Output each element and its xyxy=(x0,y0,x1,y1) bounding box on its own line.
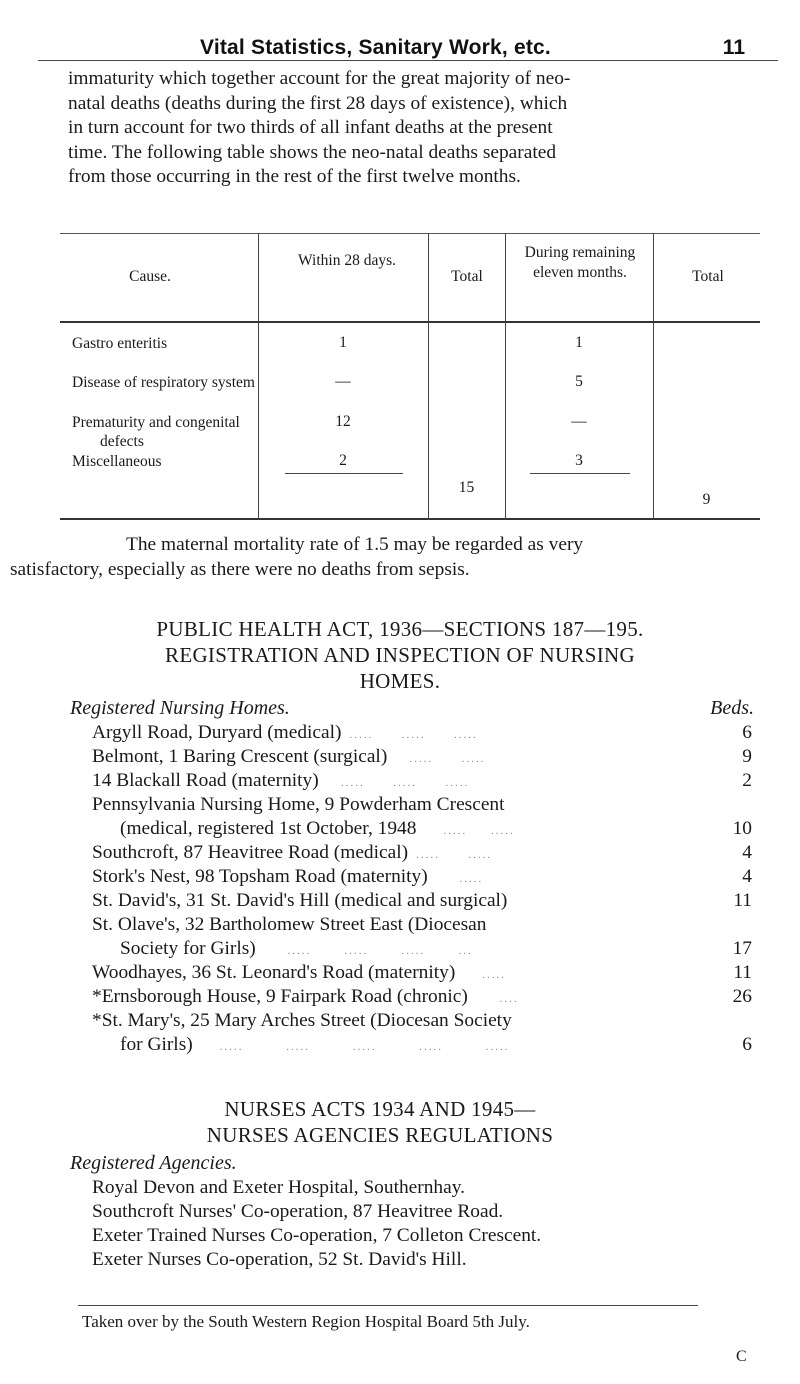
table-total-within: 15 xyxy=(458,479,475,496)
neonatal-deaths-table xyxy=(60,233,760,515)
maternal-paragraph xyxy=(10,533,763,582)
nursing-home-entry: Society for Girls) ..... ..... ..... ... 17 xyxy=(120,938,752,959)
registered-homes-subheading: Registered Nursing Homes. xyxy=(70,697,290,719)
sum-rule xyxy=(285,473,403,474)
footnote-rule xyxy=(78,1305,698,1306)
intro-line: natal deaths (deaths during the first 28 days of existence), which xyxy=(68,92,568,114)
agency-entry: Exeter Trained Nurses Co-operation, 7 Colleton Crescent. xyxy=(92,1225,542,1246)
table-bottom-rule xyxy=(60,518,760,520)
header-remaining-months: During remaining eleven months. xyxy=(524,244,636,281)
table-cell-remaining: 1 xyxy=(575,334,583,351)
table-header-rule xyxy=(60,321,760,323)
beds-count: 2 xyxy=(742,770,752,791)
table-cell-within: 2 xyxy=(339,452,347,469)
nursing-home-entry: St. David's, 31 St. David's Hill (medical and surgical) 11 xyxy=(92,890,752,911)
table-row-cause-cont: defects xyxy=(100,433,144,450)
table-row-cause: Gastro enteritis xyxy=(72,335,168,352)
section-heading: NURSES ACTS 1934 AND 1945— xyxy=(224,1097,536,1121)
nursing-home-entry: *St. Mary's, 25 Mary Arches Street (Diocesan Society xyxy=(92,1010,512,1031)
nursing-home-entry: Belmont, 1 Baring Crescent (surgical) ..... ..... 9 xyxy=(92,746,752,767)
table-cell-remaining: 3 xyxy=(575,452,583,469)
nursing-home-entry: Stork's Nest, 98 Topsham Road (maternity) ..... 4 xyxy=(92,866,752,887)
intro-line: in turn account for two thirds of all infant deaths at the present xyxy=(68,117,553,138)
intro-line: time. The following table shows the neo-natal deaths separated xyxy=(68,141,557,163)
signature-mark: C xyxy=(736,1348,747,1365)
table-top-rule xyxy=(60,233,760,234)
nursing-home-entry: St. Olave's, 32 Bartholomew Street East (Diocesan xyxy=(92,914,487,935)
section-heading: REGISTRATION AND INSPECTION OF NURSING xyxy=(165,643,635,667)
section-heading: HOMES. xyxy=(359,669,441,693)
nursing-home-entry: Woodhayes, 36 St. Leonard's Road (maternity) ..... 11 xyxy=(92,962,752,983)
table-cell-within: 12 xyxy=(335,413,351,430)
beds-count: 9 xyxy=(742,746,752,767)
nursing-home-entry: for Girls) ..... ..... ..... ..... ..... 6 xyxy=(120,1034,752,1055)
table-cell-remaining: — xyxy=(571,413,587,430)
header-cause: Cause. xyxy=(129,268,171,285)
beds-count: 6 xyxy=(742,1034,752,1055)
nursing-home-entry: (medical, registered 1st October, 1948 ..... ..... 10 xyxy=(120,818,752,839)
nursing-home-entry: *Ernsborough House, 9 Fairpark Road (chronic) .... 26 xyxy=(92,986,752,1007)
header-total-2: Total xyxy=(692,268,724,285)
beds-column-heading: Beds. xyxy=(710,697,754,719)
table-row-cause: Prematurity and congenital xyxy=(72,414,240,431)
table-cell-within: — xyxy=(335,373,351,390)
agency-entry: Royal Devon and Exeter Hospital, Southernhay. xyxy=(92,1177,466,1198)
table-total-remaining: 9 xyxy=(702,491,711,508)
beds-count: 17 xyxy=(732,938,752,959)
intro-line: from those occurring in the rest of the first twelve months. xyxy=(68,166,521,187)
table-divider xyxy=(653,233,654,520)
section-heading: PUBLIC HEALTH ACT, 1936—SECTIONS 187—195. xyxy=(156,617,644,641)
agency-entry: Southcroft Nurses' Co-operation, 87 Heavitree Road. xyxy=(92,1201,504,1222)
footnote: Taken over by the South Western Region Hospital Board 5th July. xyxy=(82,1312,530,1331)
header-total-1: Total xyxy=(451,268,483,285)
maternal-line: satisfactory, especially as there were no deaths from sepsis. xyxy=(10,558,470,580)
table-row-cause: Disease of respiratory system xyxy=(72,374,255,391)
nursing-home-entry: Southcroft, 87 Heavitree Road (medical) ..... ..... 4 xyxy=(92,842,752,863)
beds-count: 11 xyxy=(733,962,752,983)
intro-line: immaturity which together account for the great majority of neo- xyxy=(68,68,571,89)
section-heading: NURSES AGENCIES REGULATIONS xyxy=(206,1123,554,1147)
page-number: 11 xyxy=(722,36,745,59)
table-row-cause: Miscellaneous xyxy=(72,453,162,470)
running-header xyxy=(0,30,800,60)
registered-agencies-subheading: Registered Agencies. xyxy=(70,1152,237,1174)
beds-count: 4 xyxy=(742,866,752,887)
table-divider xyxy=(428,233,429,520)
nursing-home-entry: Pennsylvania Nursing Home, 9 Powderham Crescent xyxy=(92,794,505,815)
intro-paragraph xyxy=(68,67,768,190)
beds-count: 4 xyxy=(742,842,752,863)
sum-rule xyxy=(530,473,630,474)
beds-count: 11 xyxy=(733,890,752,911)
beds-count: 10 xyxy=(732,818,752,839)
table-cell-remaining: 5 xyxy=(575,373,583,390)
maternal-line: The maternal mortality rate of 1.5 may be regarded as very xyxy=(126,534,584,555)
header-within-28-days: Within 28 days. xyxy=(298,252,396,269)
nursing-home-entry: Argyll Road, Duryard (medical) ..... ..... ..... 6 xyxy=(92,722,752,743)
running-title: Vital Statistics, Sanitary Work, etc. xyxy=(200,36,551,59)
beds-count: 26 xyxy=(732,986,752,1007)
header-rule xyxy=(38,60,778,61)
table-cell-within: 1 xyxy=(339,334,347,351)
beds-count: 6 xyxy=(742,722,752,743)
nursing-home-entry: 14 Blackall Road (maternity) ..... ..... ..... 2 xyxy=(92,770,752,791)
agency-entry: Exeter Nurses Co-operation, 52 St. David's Hill. xyxy=(92,1249,467,1270)
